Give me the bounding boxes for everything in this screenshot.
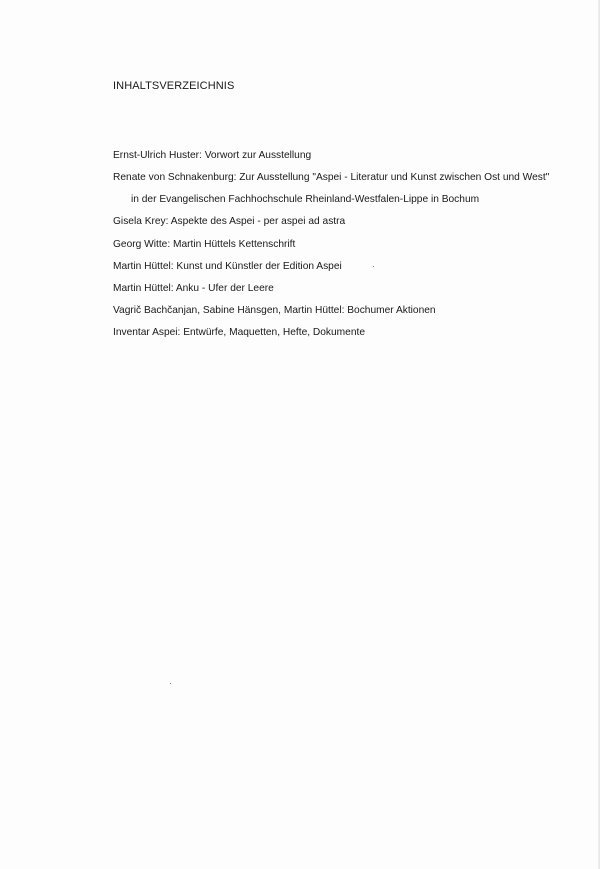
toc-entry [113,215,549,229]
page-title: INHALTSVERZEICHNIS [113,80,235,92]
toc-entry-text: Martin Hüttel: Anku - Ufer der Leere [113,282,274,294]
toc-entry [113,171,549,207]
toc-entry [113,326,549,340]
toc-entry-text: Martin Hüttel: Kunst und Künstler der Edition Aspei [113,260,342,272]
table-of-contents [113,149,549,349]
toc-entry-text: Renate von Schnakenburg: Zur Ausstellung "Aspei - Literatur und Kunst zwischen Ost und West" [113,172,550,184]
toc-entry-continuation: in der Evangelischen Fachhochschule Rheinland-Westfalen-Lippe in Bochum [131,194,480,206]
toc-entry-text: Vagrič Bachčanjan, Sabine Hänsgen, Martin Hüttel: Bochumer Aktionen [113,305,436,317]
toc-entry [113,238,549,252]
toc-entry [113,304,549,318]
toc-entry-text: Ernst-Ulrich Huster: Vorwort zur Ausstellung [113,150,312,161]
toc-entry-text: Gisela Krey: Aspekte des Aspei - per aspei ad astra [113,216,346,228]
scan-speck [373,266,374,267]
toc-entry-text: Inventar Aspei: Entwürfe, Maquetten, Hefte, Dokumente [113,327,365,339]
toc-entry-text: Georg Witte: Martin Hüttels Kettenschrift [113,238,296,250]
toc-entry [113,149,549,163]
scan-speck [170,683,171,684]
toc-entry [113,282,549,296]
toc-entry [113,260,549,274]
